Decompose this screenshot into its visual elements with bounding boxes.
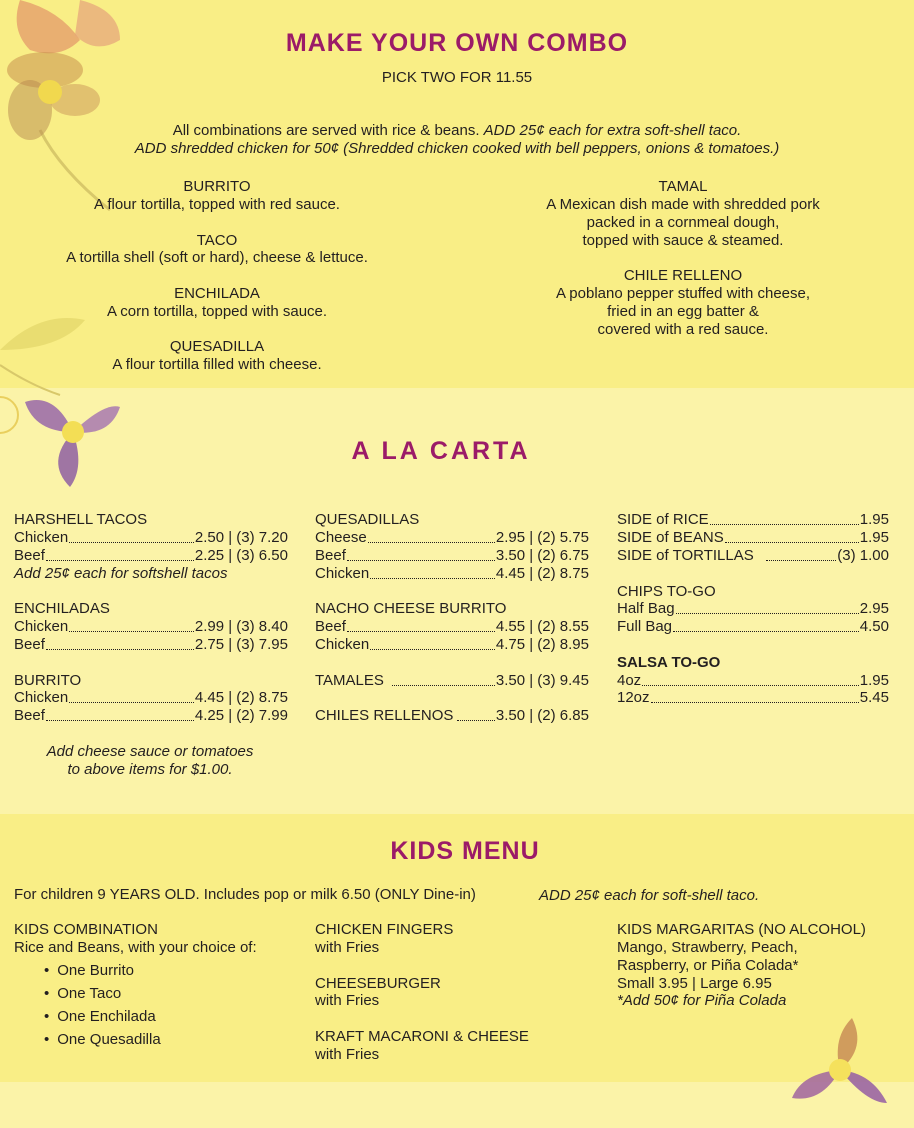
menu-line xyxy=(14,636,288,654)
item-name: Chicken xyxy=(315,565,370,582)
item-price: 5.45 xyxy=(859,689,889,706)
menu-line xyxy=(617,511,889,529)
combo-item-name: TAMAL xyxy=(658,178,708,195)
item-price: 4.45 | (2) 8.75 xyxy=(495,565,589,582)
item-name: 4oz xyxy=(617,672,642,689)
kids-item-name: CHICKEN FINGERS xyxy=(315,921,454,938)
item-name: Chicken xyxy=(14,618,69,635)
combo-note-regular: All combinations are served with rice & beans. xyxy=(172,122,480,139)
kids-margaritas-line: Mango, Strawberry, Peach, xyxy=(617,939,798,956)
combo-note-line1 xyxy=(0,122,914,140)
item-name: Beef xyxy=(315,547,346,564)
combo-item-desc: fried in an egg batter & xyxy=(607,303,759,320)
combo-item-desc: packed in a cornmeal dough, xyxy=(586,214,780,231)
kids-margaritas-line: Raspberry, or Piña Colada* xyxy=(617,957,799,974)
item-price: 1.95 xyxy=(859,672,889,689)
kids-margaritas-heading: KIDS MARGARITAS (NO ALCOHOL) xyxy=(617,921,866,938)
footer-band-bg xyxy=(0,1082,914,1128)
alacarta-title: A LA CARTA xyxy=(351,437,531,465)
item-price: 2.25 | (3) 6.50 xyxy=(194,547,288,564)
item-price: 2.75 | (3) 7.95 xyxy=(194,636,288,653)
item-name: Beef xyxy=(14,636,45,653)
menu-line xyxy=(617,672,889,690)
item-price: 2.95 xyxy=(859,600,889,617)
menu-line xyxy=(315,672,589,690)
kids-item-name: CHEESEBURGER xyxy=(315,975,441,992)
item-name: Chicken xyxy=(315,636,370,653)
softshell-note: Add 25¢ each for softshell tacos xyxy=(14,565,228,582)
combo-item-name: ENCHILADA xyxy=(174,285,260,302)
item-price: 4.45 | (2) 8.75 xyxy=(194,689,288,706)
kids-item-name: KRAFT MACARONI & CHEESE xyxy=(315,1028,529,1045)
item-price: 3.50 | (2) 6.85 xyxy=(495,707,589,724)
item-price: 4.50 xyxy=(859,618,889,635)
item-name: SIDE of TORTILLAS xyxy=(617,547,754,564)
menu-line xyxy=(617,618,889,636)
item-price: (3) 1.00 xyxy=(837,547,889,564)
menu-line xyxy=(617,600,889,618)
item-price: 4.55 | (2) 8.55 xyxy=(495,618,589,635)
menu-line xyxy=(315,636,589,654)
combo-item-name: QUESADILLA xyxy=(169,338,265,355)
item-name: 12oz xyxy=(617,689,650,706)
menu-line xyxy=(14,547,288,565)
combo-item-desc: A poblano pepper stuffed with cheese, xyxy=(555,285,811,302)
menu-line xyxy=(14,529,288,547)
combo-title: MAKE YOUR OWN COMBO xyxy=(285,29,629,57)
menu-line xyxy=(315,529,589,547)
kids-margaritas-line: Small 3.95 | Large 6.95 xyxy=(617,975,772,992)
menu-line xyxy=(315,565,589,583)
combo-item-desc: topped with sauce & steamed. xyxy=(582,232,784,249)
menu-line xyxy=(315,618,589,636)
combo-item-name: TACO xyxy=(196,232,238,249)
kids-combo-options xyxy=(44,959,161,1051)
list-item: • One Enchilada xyxy=(44,1005,161,1028)
item-price: 1.95 xyxy=(859,529,889,546)
item-name: Chicken xyxy=(14,529,69,546)
item-name: Cheese xyxy=(315,529,367,546)
cheese-sauce-note: Add cheese sauce or tomatoes xyxy=(46,743,254,760)
enchiladas-heading: ENCHILADAS xyxy=(14,600,110,617)
item-price: 3.50 | (3) 9.45 xyxy=(495,672,589,689)
combo-item-desc: covered with a red sauce. xyxy=(597,321,769,338)
menu-line xyxy=(617,529,889,547)
combo-note-italic1: ADD 25¢ each for extra soft-shell taco. xyxy=(483,122,742,139)
combo-item-desc: A Mexican dish made with shredded pork xyxy=(546,196,820,213)
item-price: 4.75 | (2) 8.95 xyxy=(495,636,589,653)
combo-note-line2: ADD shredded chicken for 50¢ (Shredded chicken cooked with bell peppers, onions & tomatoes.) xyxy=(134,140,780,157)
cheese-sauce-note: to above items for $1.00. xyxy=(67,761,233,778)
kids-intro-note: ADD 25¢ each for soft-shell taco. xyxy=(539,887,760,904)
chips-heading: CHIPS TO-GO xyxy=(617,583,716,600)
combo-item-desc: A corn tortilla, topped with sauce. xyxy=(106,303,328,320)
kids-margaritas-note: *Add 50¢ for Piña Colada xyxy=(617,992,787,1009)
menu-line xyxy=(14,689,288,707)
item-name: SIDE of RICE xyxy=(617,511,709,528)
menu-line xyxy=(617,689,889,707)
nacho-burrito-heading: NACHO CHEESE BURRITO xyxy=(315,600,507,617)
kids-item-sub: with Fries xyxy=(315,992,380,1009)
salsa-heading: SALSA TO-GO xyxy=(617,654,721,671)
kids-item-sub: with Fries xyxy=(315,1046,380,1063)
burrito-heading: BURRITO xyxy=(14,672,82,689)
menu-line xyxy=(315,547,589,565)
combo-item-name: CHILE RELLENO xyxy=(623,267,743,284)
combo-item-desc: A tortilla shell (soft or hard), cheese & lettuce. xyxy=(66,249,368,266)
kids-intro: For children 9 YEARS OLD. Includes pop or milk 6.50 (ONLY Dine-in) xyxy=(14,886,476,903)
item-price: 3.50 | (2) 6.75 xyxy=(495,547,589,564)
item-price: 4.25 | (2) 7.99 xyxy=(194,707,288,724)
item-price: 2.95 | (2) 5.75 xyxy=(495,529,589,546)
list-item: • One Quesadilla xyxy=(44,1028,161,1051)
item-name: Full Bag xyxy=(617,618,673,635)
kids-combo-heading: KIDS COMBINATION xyxy=(14,921,158,938)
menu-line xyxy=(14,618,288,636)
item-price: 2.50 | (3) 7.20 xyxy=(194,529,288,546)
kids-combo-desc: Rice and Beans, with your choice of: xyxy=(14,939,257,956)
kids-item-sub: with Fries xyxy=(315,939,380,956)
hardshell-tacos-heading: HARSHELL TACOS xyxy=(14,511,148,528)
combo-subtitle: PICK TWO FOR 11.55 xyxy=(381,69,533,86)
item-price: 1.95 xyxy=(859,511,889,528)
quesadillas-heading: QUESADILLAS xyxy=(315,511,420,528)
combo-item-desc: A flour tortilla, topped with red sauce. xyxy=(94,196,340,213)
item-price: 2.99 | (3) 8.40 xyxy=(194,618,288,635)
combo-item-desc: A flour tortilla filled with cheese. xyxy=(112,356,322,373)
combo-item-name: BURRITO xyxy=(183,178,251,195)
item-name: Beef xyxy=(315,618,346,635)
flower-bottom-right-icon xyxy=(792,1018,902,1128)
item-name: Chicken xyxy=(14,689,69,706)
item-name: CHILES RELLENOS xyxy=(315,707,454,724)
item-name: TAMALES xyxy=(315,672,384,689)
item-name: Half Bag xyxy=(617,600,675,617)
kids-title: KIDS MENU xyxy=(390,837,540,865)
menu-line xyxy=(617,547,889,565)
item-name: Beef xyxy=(14,547,45,564)
menu-line xyxy=(315,707,589,725)
item-name: Beef xyxy=(14,707,45,724)
list-item: • One Taco xyxy=(44,982,161,1005)
list-item: • One Burrito xyxy=(44,959,161,982)
menu-line xyxy=(14,707,288,725)
item-name: SIDE of BEANS xyxy=(617,529,724,546)
